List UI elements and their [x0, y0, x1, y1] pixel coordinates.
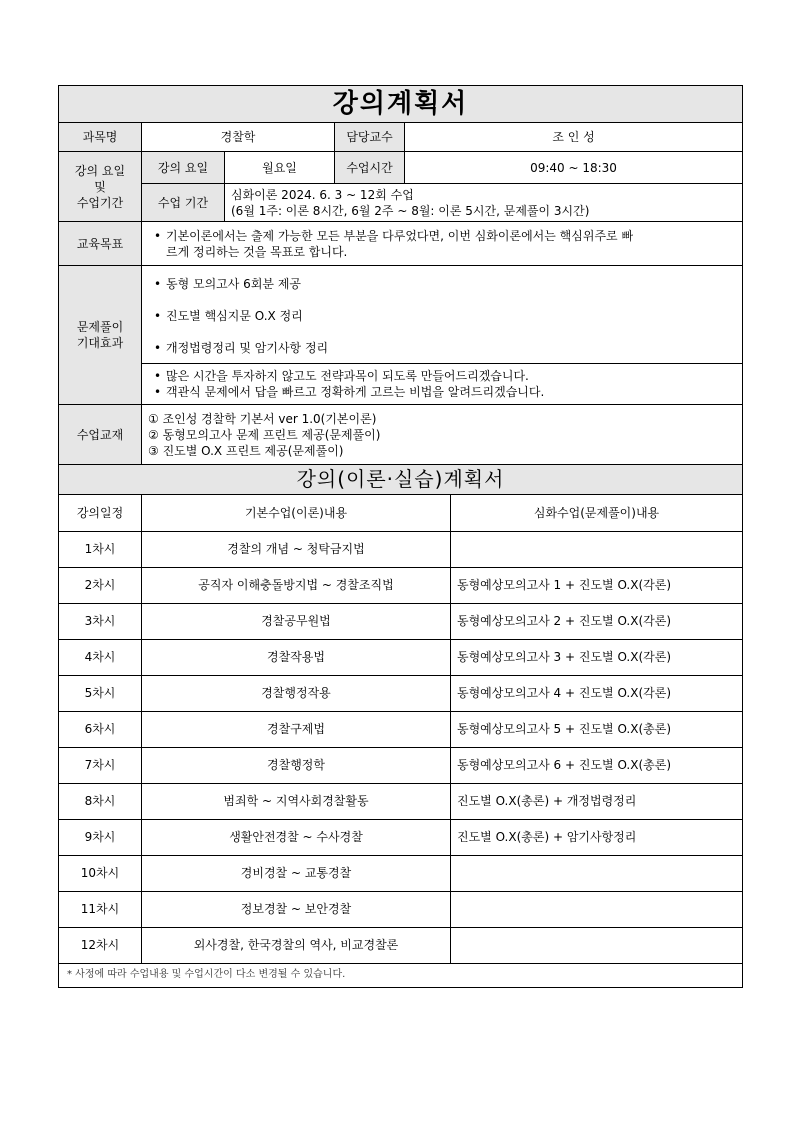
effect-extra-item: • 많은 시간을 투자하지 않고도 전략과목이 되도록 만들어드리겠습니다.: [148, 368, 742, 384]
advanced-cell: 동형예상모의고사 1 + 진도별 O.X(각론): [451, 567, 743, 603]
session-cell: 1차시: [59, 531, 142, 567]
effect-item: • 진도별 핵심지문 O.X 정리: [148, 308, 742, 324]
lecture-plan-sheet: [58, 85, 742, 988]
textbook-item: ③ 진도별 O.X 프린트 제공(문제풀이): [148, 443, 344, 458]
basic-cell: 생활안전경찰 ~ 수사경찰: [142, 819, 451, 855]
time-value: 09:40 ~ 18:30: [405, 152, 743, 184]
table-row: [59, 855, 743, 891]
effect-label-line: 기대효과: [76, 336, 124, 350]
table-row: [59, 927, 743, 963]
plan-title: 강의(이론·실습)계획서: [59, 465, 743, 494]
course-info-table: [58, 85, 743, 465]
session-cell: 4차시: [59, 639, 142, 675]
advanced-cell: [451, 855, 743, 891]
basic-cell: 경비경찰 ~ 교통경찰: [142, 855, 451, 891]
table-row: [59, 783, 743, 819]
day-label: 강의 요일: [142, 152, 225, 184]
effect-label: [59, 266, 142, 405]
advanced-cell: 동형예상모의고사 3 + 진도별 O.X(각론): [451, 639, 743, 675]
effect-item: • 개정법령정리 및 암기사항 정리: [148, 340, 742, 356]
textbook-item: ① 조인성 경찰학 기본서 ver 1.0(기본이론): [148, 411, 377, 426]
professor-label: 담당교수: [335, 123, 405, 152]
time-label: 수업시간: [335, 152, 405, 184]
goal-text: • 기본이론에서는 출제 가능한 모든 부분을 다루었다면, 이번 심화이론에서는 핵심위주로 빠 르게 정리하는 것을 목표로 합니다.: [148, 228, 742, 260]
basic-cell: 공직자 이해충돌방지법 ~ 경찰조직법: [142, 567, 451, 603]
basic-cell: 경찰구제법: [142, 711, 451, 747]
table-row: [59, 639, 743, 675]
session-plan-table: [58, 465, 743, 988]
period-line: (6월 1주: 이론 8시간, 6월 2주 ~ 8월: 이론 5시간, 문제풀이 3시간): [231, 203, 590, 218]
schedule-label: [59, 152, 142, 222]
effect-extra: [142, 364, 743, 405]
session-cell: 9차시: [59, 819, 142, 855]
table-row: [59, 675, 743, 711]
session-cell: 5차시: [59, 675, 142, 711]
textbook-label: 수업교재: [59, 405, 142, 465]
table-row: [59, 711, 743, 747]
effect-label-line: 문제풀이: [76, 320, 124, 334]
effect-list: [142, 266, 743, 364]
table-row: [59, 747, 743, 783]
session-cell: 3차시: [59, 603, 142, 639]
goal-label: 교육목표: [59, 222, 142, 266]
professor-value: 조 인 성: [405, 123, 743, 152]
advanced-cell: 동형예상모의고사 2 + 진도별 O.X(각론): [451, 603, 743, 639]
session-cell: 10차시: [59, 855, 142, 891]
table-row: [59, 819, 743, 855]
table-row: [59, 603, 743, 639]
basic-header: 기본수업(이론)내용: [142, 494, 451, 531]
advanced-cell: 동형예상모의고사 6 + 진도별 O.X(총론): [451, 747, 743, 783]
advanced-cell: [451, 891, 743, 927]
basic-cell: 경찰행정학: [142, 747, 451, 783]
session-cell: 11차시: [59, 891, 142, 927]
advanced-cell: 진도별 O.X(총론) + 암기사항정리: [451, 819, 743, 855]
basic-cell: 정보경찰 ~ 보안경찰: [142, 891, 451, 927]
session-cell: 6차시: [59, 711, 142, 747]
schedule-label-line: 수업기간: [76, 195, 124, 210]
session-cell: 7차시: [59, 747, 142, 783]
basic-cell: 경찰행정작용: [142, 675, 451, 711]
basic-cell: 범죄학 ~ 지역사회경찰활동: [142, 783, 451, 819]
table-row: [59, 567, 743, 603]
period-line: 심화이론 2024. 6. 3 ~ 12회 수업: [231, 187, 414, 202]
day-value: 월요일: [225, 152, 335, 184]
session-cell: 8차시: [59, 783, 142, 819]
basic-cell: 경찰공무원법: [142, 603, 451, 639]
session-cell: 2차시: [59, 567, 142, 603]
table-row: [59, 891, 743, 927]
period-label: 수업 기간: [142, 184, 225, 222]
advanced-cell: [451, 927, 743, 963]
advanced-cell: 동형예상모의고사 5 + 진도별 O.X(총론): [451, 711, 743, 747]
basic-cell: 경찰작용법: [142, 639, 451, 675]
footnote: * 사정에 따라 수업내용 및 수업시간이 다소 변경될 수 있습니다.: [59, 963, 743, 987]
course-label: 과목명: [59, 123, 142, 152]
basic-cell: 경찰의 개념 ~ 청탁금지법: [142, 531, 451, 567]
advanced-header: 심화수업(문제풀이)내용: [451, 494, 743, 531]
table-row: [59, 531, 743, 567]
basic-cell: 외사경찰, 한국경찰의 역사, 비교경찰론: [142, 927, 451, 963]
schedule-label-line: 및: [94, 179, 106, 194]
advanced-cell: 동형예상모의고사 4 + 진도별 O.X(각론): [451, 675, 743, 711]
textbook-list: [142, 405, 743, 465]
course-value: 경찰학: [142, 123, 335, 152]
session-rows: [59, 531, 743, 963]
advanced-cell: 진도별 O.X(총론) + 개정법령정리: [451, 783, 743, 819]
period-value: [225, 184, 743, 222]
textbook-item: ② 동형모의고사 문제 프린트 제공(문제풀이): [148, 427, 381, 442]
page-title: 강의계획서: [59, 86, 743, 123]
schedule-label-line: 강의 요일: [74, 163, 126, 178]
effect-item: • 동형 모의고사 6회분 제공: [148, 276, 742, 292]
goal-value: [142, 222, 743, 266]
session-header: 강의일정: [59, 494, 142, 531]
effect-extra-item: • 객관식 문제에서 답을 빠르고 정확하게 고르는 비법을 알려드리겠습니다.: [148, 384, 742, 400]
session-cell: 12차시: [59, 927, 142, 963]
advanced-cell: [451, 531, 743, 567]
